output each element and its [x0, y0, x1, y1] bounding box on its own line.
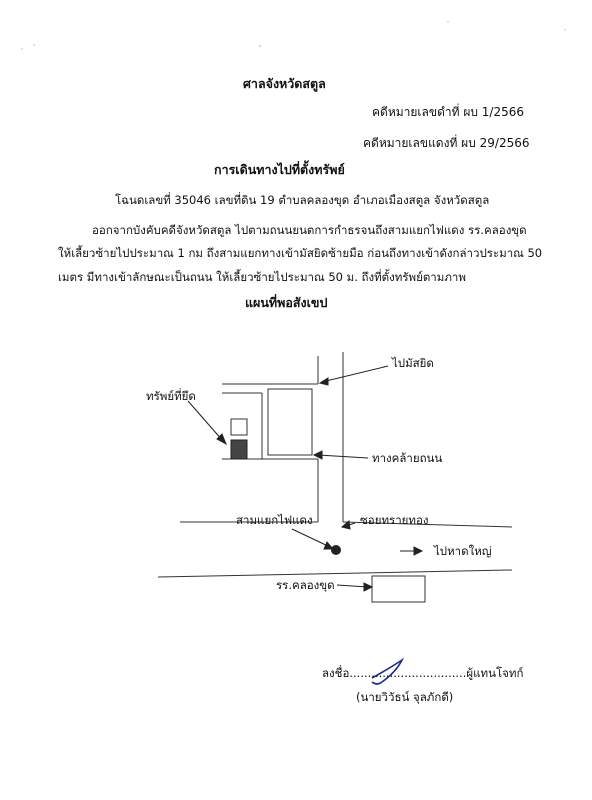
red-case-number: คดีหมายเลขแดงที่ ผบ 29/2566	[363, 136, 530, 150]
court-name: ศาลจังหวัดสตูล	[243, 76, 326, 91]
arrowhead	[414, 547, 422, 555]
label-school: รร.คลองขุด	[276, 578, 335, 592]
neighbor-plot	[231, 419, 247, 435]
directions-line-1: ออกจากบังคับคดีจังหวัดสตูล ไปตามถนนยนตการกำธรจนถึงสามแยกไฟแดง รร.คลองขุด	[92, 223, 527, 237]
arrow-to-mosque	[322, 366, 388, 382]
deed-line: โฉนดเลขที่ 35046 เลขที่ดิน 19 ตำบลคลองขุด อำเภอเมืองสตูล จังหวัดสตูล	[115, 193, 490, 207]
arrowhead	[324, 542, 333, 549]
arrowhead	[364, 583, 372, 591]
arrow-to-school	[337, 585, 368, 587]
arrowhead	[320, 378, 328, 385]
document-title: การเดินทางไปที่ตั้งทรัพย์	[214, 162, 345, 177]
sign-label: ลงชื่อ	[322, 666, 350, 680]
label-traffic-light-junction: สามแยกไฟแดง	[236, 513, 313, 527]
signature-dots: ................................	[349, 666, 467, 680]
signer-role: ผู้แทนโจทก์	[466, 666, 524, 680]
label-seized-property: ทรัพย์ที่ยึด	[146, 389, 196, 403]
label-soi: ซอยทรายทอง	[360, 513, 429, 527]
land-block	[268, 389, 312, 455]
directions-line-3: เมตร มีทางเข้าลักษณะเป็นถนน ให้เลี้ยวซ้ายไประมาณ 50 ม. ถึงที่ตั้งทรัพย์ตามภาพ	[58, 270, 466, 284]
arrowhead	[314, 451, 322, 459]
signer-name: (นายวิวัธน์ จุลภักดี)	[356, 690, 454, 704]
label-to-mosque: ไปมัสยิด	[392, 356, 434, 370]
arrow-to-junction	[292, 529, 330, 547]
school-box	[372, 576, 425, 602]
label-to-hat-yai: ไปหาดใหญ่	[434, 544, 492, 558]
black-case-number: คดีหมายเลขดำที่ ผบ 1/2566	[372, 105, 525, 119]
seized-property-plot	[231, 440, 247, 459]
main-road-line	[158, 570, 512, 577]
signature-line	[322, 666, 523, 680]
traffic-light-marker	[331, 545, 341, 555]
map-heading: แผนที่พอสังเขป	[245, 295, 328, 310]
label-road-like-path: ทางคล้ายถนน	[372, 451, 443, 465]
directions-line-2: ให้เลี้ยวซ้ายไปประมาณ 1 กม ถึงสามแยกทางเข้ามัสยิดซ้ายมือ ก่อนถึงทางเข้าดังกล่าวประมาณ 50	[58, 246, 543, 260]
arrow-to-property	[188, 401, 223, 441]
